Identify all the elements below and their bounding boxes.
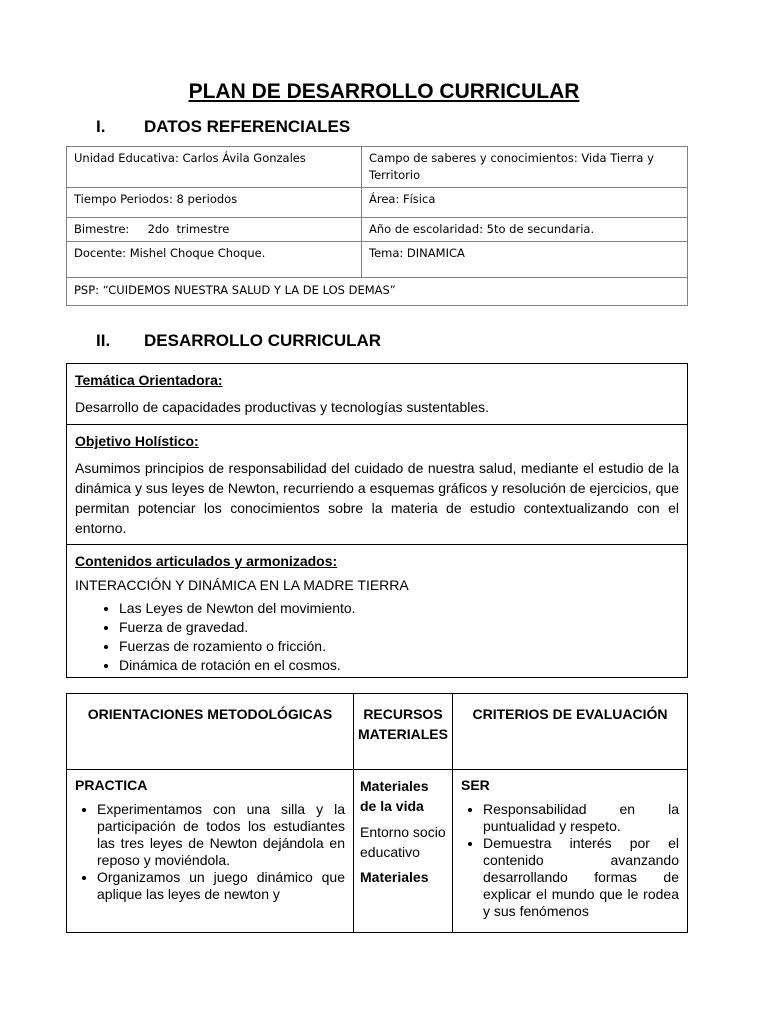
orientaciones-header: ORIENTACIONES METODOLÓGICAS (87, 706, 333, 722)
section-label: DATOS REFERENCIALES (144, 117, 351, 136)
section-label: DESARROLLO CURRICULAR (144, 331, 382, 350)
tematica-heading: Temática Orientadora: (75, 372, 223, 388)
tiempo-cell: Tiempo Periodos: 8 periodos (67, 188, 362, 218)
anio-cell: Año de escolaridad: 5to de secundaria. (362, 218, 688, 242)
list-item: • Organizamos un juego dinámico que aplique las leyes de newton y (97, 869, 345, 903)
col-recursos (354, 694, 453, 770)
recursos-heading-1: Materiales de la vida (360, 778, 429, 814)
docente-cell: Docente: Mishel Choque Choque. (67, 242, 362, 278)
metodologia-table (66, 693, 688, 933)
tema-cell: Tema: DINAMICA (362, 242, 688, 278)
objetivo-text: Asumimos principios de responsabilidad del cuidado de nuestra salud, mediante el estudio de la dinámica y sus leyes de Newton, recurriendo a esquemas gráficos y resolución de ejercicios, que permitan potenciar los conocimientos sobre la materia de estudio contextualizando con el entorno. (75, 460, 679, 536)
criterios-header: CRITERIOS DE EVALUACIÓN (472, 706, 668, 722)
practica-list (75, 801, 345, 903)
section-heading-2 (96, 331, 381, 351)
contenidos-cell (67, 545, 688, 678)
section-number: II. (96, 331, 111, 350)
ser-list (461, 801, 679, 920)
list-item: • Experimentamos con una silla y la participación de todos los estudiantes las tres leyes de Newton dejándola en reposo y moviéndola. (97, 801, 345, 869)
contenidos-list (75, 599, 679, 675)
section-number: I. (96, 117, 106, 136)
page-title: PLAN DE DESARROLLO CURRICULAR (188, 80, 580, 103)
campo-cell: Campo de saberes y conocimientos: Vida Tierra y Territorio (362, 147, 688, 188)
list-item: • Las Leyes de Newton del movimiento. (119, 599, 679, 618)
unidad-cell: Unidad Educativa: Carlos Ávila Gonzales (67, 147, 362, 188)
list-item: • Dinámica de rotación en el cosmos. (119, 656, 679, 675)
recursos-header: RECURSOS MATERIALES (358, 706, 448, 742)
tematica-text: Desarrollo de capacidades productivas y tecnologías sustentables. (75, 399, 490, 415)
list-item: • Fuerza de gravedad. (119, 618, 679, 637)
practica-heading: PRACTICA (75, 777, 148, 793)
col-criterios (453, 694, 688, 770)
contenidos-subtitle: INTERACCIÓN Y DINÁMICA EN LA MADRE TIERRA (75, 577, 409, 593)
recursos-text-1: Entorno socioeducativo (360, 824, 446, 860)
list-item: • Responsabilidad en la puntualidad y respeto. (483, 801, 679, 835)
list-item: • Fuerzas de rozamiento o fricción. (119, 637, 679, 656)
list-item: • Demuestra interés por el contenido avanzando desarrollando formas de explicar el mundo que le rodea y sus fenómenos (483, 835, 679, 920)
area-cell: Área: Física (362, 188, 688, 218)
objetivo-heading: Objetivo Holístico: (75, 433, 199, 449)
recursos-heading-2: Materiales (360, 869, 429, 885)
ser-cell (453, 770, 688, 933)
practica-cell (67, 770, 354, 933)
contenidos-heading: Contenidos articulados y armonizados: (75, 553, 338, 569)
ser-heading: SER (461, 777, 490, 793)
datos-table (66, 146, 688, 306)
objetivo-cell (67, 425, 688, 545)
col-orientaciones (67, 694, 354, 770)
psp-cell: PSP: “CUIDEMOS NUESTRA SALUD Y LA DE LOS DEMAS” (67, 278, 688, 306)
desarrollo-table (66, 363, 688, 678)
tematica-cell (67, 364, 688, 425)
section-heading-1 (96, 117, 350, 137)
bimestre-cell: Bimestre: 2do trimestre (67, 218, 362, 242)
recursos-cell (354, 770, 453, 933)
